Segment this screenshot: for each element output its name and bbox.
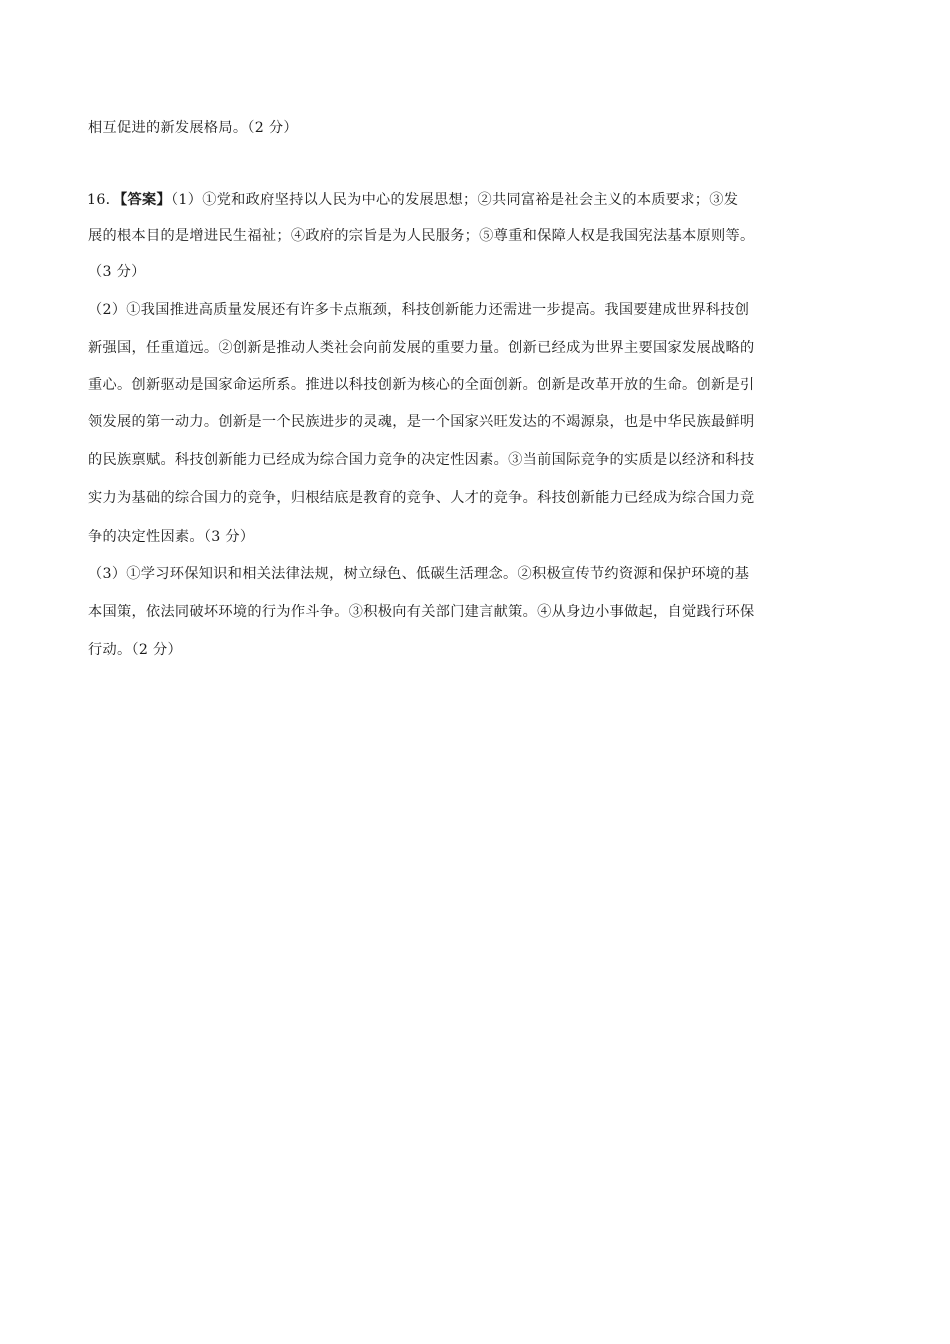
part2-line-4: 领发展的第一动力。创新是一个民族进步的灵魂，是一个国家兴旺发达的不竭源泉，也是中华民族最鲜明 [88, 414, 755, 430]
part1-line-1: （1）①党和政府坚持以人民为中心的发展思想；②共同富裕是社会主义的本质要求；③发 [171, 192, 739, 208]
previous-answer-tail: 相互促进的新发展格局。（2 分） [88, 120, 298, 136]
part2-line-5: 的民族禀赋。科技创新能力已经成为综合国力竞争的决定性因素。③当前国际竞争的实质是以经济和科技 [88, 452, 755, 468]
part2-line-7: 争的决定性因素。（3 分） [88, 529, 255, 545]
part2-line-3: 重心。创新驱动是国家命运所系。推进以科技创新为核心的全面创新。创新是改革开放的生命。创新是引 [88, 377, 755, 393]
answer-tag: 【答案】 [120, 192, 171, 208]
part1-line-2: 展的根本目的是增进民生福祉；④政府的宗旨是为人民服务；⑤尊重和保障人权是我国宪法基本原则等。 [88, 228, 755, 244]
part2-line-1: （2）①我国推进高质量发展还有许多卡点瓶颈，科技创新能力还需进一步提高。我国要建成世界科技创 [88, 302, 750, 318]
part3-line-3: 行动。（2 分） [88, 642, 182, 658]
question-number: 16． [87, 192, 121, 208]
part3-line-2: 本国策，依法同破坏环境的行为作斗争。③积极向有关部门建言献策。④从身边小事做起，自觉践行环保 [88, 604, 755, 620]
part2-line-6: 实力为基础的综合国力的竞争，归根结底是教育的竞争、人才的竞争。科技创新能力已经成为综合国力竞 [88, 490, 755, 506]
part3-line-1: （3）①学习环保知识和相关法律法规，树立绿色、低碳生活理念。②积极宣传节约资源和保护环境的基 [88, 566, 750, 582]
question-16-header [87, 190, 738, 210]
part2-line-2: 新强国，任重道远。②创新是推动人类社会向前发展的重要力量。创新已经成为世界主要国家发展战略的 [88, 340, 755, 356]
part1-line-3: （3 分） [88, 264, 146, 280]
